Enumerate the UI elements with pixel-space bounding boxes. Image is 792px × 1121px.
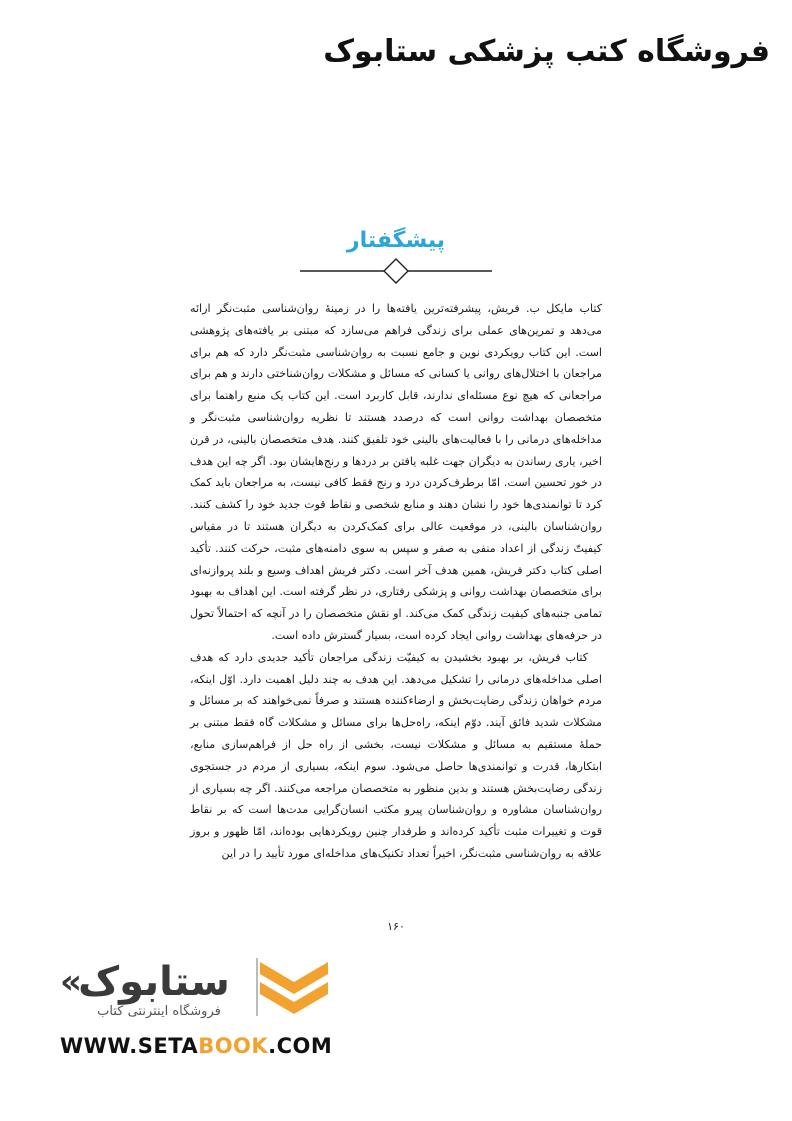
website-prefix: WWW.SETA	[60, 1034, 199, 1058]
chapter-title: پیشگفتار	[346, 228, 446, 253]
logo-tagline: فروشگاه اینترنتی کتاب	[97, 1004, 221, 1019]
paragraph: کتاب مایکل ب. فریش، پیشرفته‌ترین یافته‌ها را در زمینهٔ روان‌شناسی مثبت‌نگر ارائه می‌دهد و تمرین‌های عملی برای زندگی فراهم می‌سازد که مبتنی بر یافته‌های پژوهشی است. این کتاب رویکردی نوین و جامع نسبت به روان‌شناسی مثبت‌نگر دارد که هم برای مراجعان با اختلال‌های روانی یا کسانی که مسائل و مشکلات روان‌شناختی دارند و هم برای مراجعانی که هیچ نوع مسئله‌ای ندارند، قابل کاربرد است. این کتاب یک منبع راهنما برای متخصصان بهداشت روانی است که درصدد هستند تا نظریه روان‌شناسی مثبت‌نگر و مداخله‌های درمانی را با فعالیت‌های بالینی خود تلفیق کنند. هدف متخصصان بالینی، در قرن اخیر، یاری رساندن به دیگران جهت غلبه یافتن بر دردها و رنج‌هایشان بود. اگر چه این هدف در خور تحسین است. امّا برطرف‌کردن درد و رنج فقط کافی نیست، به مراجعان باید کمک کرد تا توانمندی‌ها خود را نشان دهند و منابع شخصی و نقاط قوت جدید خود را کشف کنند. روان‌شناسان بالینی، در موقعیت عالی برای کمک‌کردن به دیگران هستند تا در مقیاس کیفیتّ زندگی از اعداد منفی به صفر و سپس به سوی دامنه‌های مثبت، حرکت کنند. تأکید اصلی کتاب دکتر فریش، همین هدف آخر است. دکتر فریش اهداف وسیع و بلند پروازنه‌ای برای متخصصان بهداشت روانی و پزشکی رفتاری، در نظر گرفته است. این اهداف به بهبود تمامی جنبه‌های کیفیت زندگی کمک می‌کند. او نقش متخصصان را در آنچه که احتمالاً تحول در حرفه‌های بهداشت روانی ایجاد کرده است، بسیار گسترش داده است.	[190, 302, 602, 642]
website-suffix: .COM	[268, 1034, 333, 1058]
page-number: ۱۶۰	[387, 920, 405, 933]
divider-diamond	[384, 259, 408, 283]
preface-body	[190, 298, 602, 865]
website-accent: BOOK	[198, 1034, 269, 1058]
website-url[interactable]	[60, 1034, 350, 1058]
logo-wordmark: ستابوک	[78, 959, 230, 1005]
store-title: فروشگاه کتب پزشکی ستابوک	[323, 34, 770, 69]
paragraph: کتاب فریش، بر بهبود بخشیدن به کیفیّت زندگی مراجعان تأکید جدیدی دارد که هدف اصلی مداخله‌های درمانی را تشکیل می‌دهد. این هدف به چند دلیل اهمیت دارد. اوّل اینکه، مردم خواهان زندگی رضایت‌بخش و ارضاءکننده هستند و صرفاً نمی‌خواهند که بر مسائل و مشکلات شدید فائق آیند. دوّم اینکه، راه‌حل‌ها برای مسائل و مشکلات گاه فقط مبتنی بر حملهٔ مستقیم به مسائل و مشکلات نیست، بخشی از راه حل از فراهم‌سازی منابع، ابتکارها، قدرت و توانمندی‌ها حاصل می‌شود. سوم اینکه، بسیاری از مردم در جستجوی زندگی رضایت‌بخش هستند و بدین منظور به متخصصان مراجعه می‌کنند. اگر چه بسیاری از روان‌شناسان مشاوره و روان‌شناسان پیرو مکتب انسان‌گرایی مدت‌ها است که بر نقاط قوت و تغییرات مثبت تأکید کرده‌اند و طرفدار چنین رویکردهایی بوده‌اند، امّا ظهور و بروز علاقه به روان‌شناسی مثبت‌نگر، اخیراً تعداد تکنیک‌های مداخله‌ای مورد تأیید را در این	[190, 650, 602, 860]
logo-arrows: «	[60, 962, 82, 1002]
title-divider	[300, 258, 492, 284]
setabook-logo-icon	[256, 958, 332, 1016]
